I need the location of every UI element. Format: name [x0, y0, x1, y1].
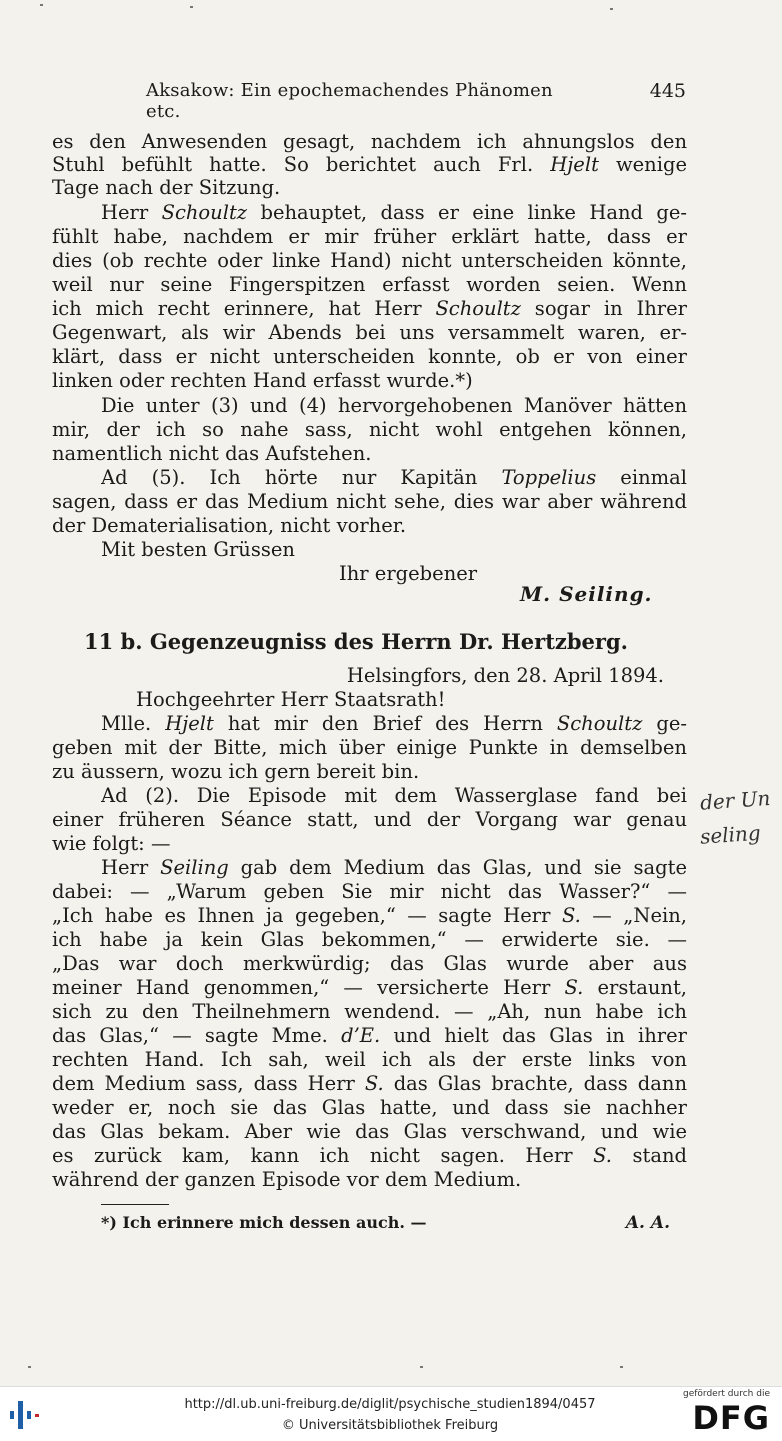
text-line: Herr Schoultz behauptet, dass er eine linke Hand ge-	[101, 201, 687, 224]
text-line: das Glas bekam. Aber wie das Glas verschwand, und wie	[52, 1120, 687, 1143]
scan-speck	[28, 1366, 31, 1368]
text-line: klärt, dass er nicht unterscheiden konnte, ob er von einer	[52, 345, 687, 368]
text-line: Tage nach der Sitzung.	[52, 176, 281, 199]
dfg-caption: gefördert durch die	[683, 1389, 770, 1399]
text-line: sich zu den Theilnehmern wendend. — „Ah, nun habe ich	[52, 1000, 687, 1023]
text-line: wie folgt: —	[52, 832, 171, 855]
text-line: weder er, noch sie das Glas hatte, und dass sie nachher	[52, 1096, 687, 1119]
running-title: Aksakow: Ein epochemachendes Phänomen etc.	[146, 80, 553, 122]
section-heading: 11 b. Gegenzeugniss des Herrn Dr. Hertzberg.	[84, 629, 628, 654]
text-line: ich mich recht erinnere, hat Herr Schoultz sogar in Ihrer	[52, 297, 687, 320]
permalink-link[interactable]: http://dl.ub.uni-freiburg.de/diglit/psychische_studien1894/0457	[184, 1397, 596, 1412]
text-line: dabei: — „Warum geben Sie mir nicht das Wasser?“ —	[52, 880, 687, 903]
footnote: *) Ich erinnere mich dessen auch. —	[101, 1213, 427, 1232]
library-logo-icon	[6, 1397, 46, 1433]
scan-speck	[610, 8, 613, 10]
margin-note: seling	[699, 820, 762, 849]
text-line: zu äussern, wozu ich gern bereit bin.	[52, 760, 420, 783]
dfg-logo: DFG	[692, 1399, 770, 1437]
text-line: Mlle. Hjelt hat mir den Brief des Herrn Schoultz ge-	[101, 712, 687, 735]
text-line: während der ganzen Episode vor dem Medium.	[52, 1168, 522, 1191]
text-line: sagen, dass er das Medium nicht sehe, dies war aber während	[52, 490, 687, 513]
text-line: Die unter (3) und (4) hervorgehobenen Manöver hätten	[101, 394, 687, 417]
text-line: weil nur seine Fingerspitzen erfasst worden seien. Wenn	[52, 273, 687, 296]
text-line: mir, der ich so nahe sass, nicht wohl entgehen können,	[52, 418, 687, 441]
footnote-initials: A. A.	[625, 1213, 670, 1233]
text-line: es den Anwesenden gesagt, nachdem ich ahnungslos den	[52, 130, 687, 153]
text-line: das Glas,“ — sagte Mme. d’E. und hielt das Glas in ihrer	[52, 1024, 687, 1047]
text-line: Stuhl befühlt hatte. So berichtet auch Frl. Hjelt wenige	[52, 153, 687, 176]
footnote-rule	[101, 1204, 169, 1205]
copyright-text: © Universitätsbibliothek Freiburg	[281, 1418, 499, 1433]
scan-speck	[620, 1366, 623, 1368]
text-line: es zurück kam, kann ich nicht sagen. Herr S. stand	[52, 1144, 687, 1167]
text-line: Herr Seiling gab dem Medium das Glas, und sie sagte	[101, 856, 687, 879]
text-line: Gegenwart, als wir Abends bei uns versammelt waren, er-	[52, 321, 687, 344]
text-line: namentlich nicht das Aufstehen.	[52, 442, 372, 465]
text-line: „Das war doch merkwürdig; das Glas wurde aber aus	[52, 952, 687, 975]
signature: M. Seiling.	[520, 582, 653, 606]
text-line: „Ich habe es Ihnen ja gegeben,“ — sagte Herr S. — „Nein,	[52, 904, 687, 927]
text-line: fühlt habe, nachdem er mir früher erklärt hatte, dass er	[52, 225, 687, 248]
text-line: Ad (2). Die Episode mit dem Wasserglase fand bei	[101, 784, 687, 807]
scan-speck	[40, 4, 43, 6]
text-line: ich habe ja kein Glas bekommen,“ — erwiderte sie. —	[52, 928, 687, 951]
text-line: rechten Hand. Ich sah, weil ich als der erste links von	[52, 1048, 687, 1071]
dateline: Helsingfors, den 28. April 1894.	[346, 664, 664, 687]
text-line: Mit besten Grüssen	[101, 538, 295, 561]
text-line: meiner Hand genommen,“ — versicherte Herr S. erstaunt,	[52, 976, 687, 999]
text-line: linken oder rechten Hand erfasst wurde.*)	[52, 369, 473, 392]
viewer-footer	[0, 1386, 782, 1441]
margin-note: der Un	[699, 785, 772, 815]
text-line: geben mit der Bitte, mich über einige Punkte in demselben	[52, 736, 687, 759]
salutation: Hochgeehrter Herr Staatsrath!	[136, 688, 446, 711]
text-line: der Dematerialisation, nicht vorher.	[52, 514, 407, 537]
closing-line: Ihr ergebener	[339, 562, 478, 585]
scan-speck	[190, 6, 193, 8]
scan-speck	[420, 1366, 423, 1368]
text-line: einer früheren Séance statt, und der Vorgang war genau	[52, 808, 687, 831]
page-number: 445	[649, 80, 686, 102]
text-line: dies (ob rechte oder linke Hand) nicht unterscheiden könnte,	[52, 249, 687, 272]
text-line: dem Medium sass, dass Herr S. das Glas brachte, dass dann	[52, 1072, 687, 1095]
text-line: Ad (5). Ich hörte nur Kapitän Toppelius einmal	[101, 466, 687, 489]
